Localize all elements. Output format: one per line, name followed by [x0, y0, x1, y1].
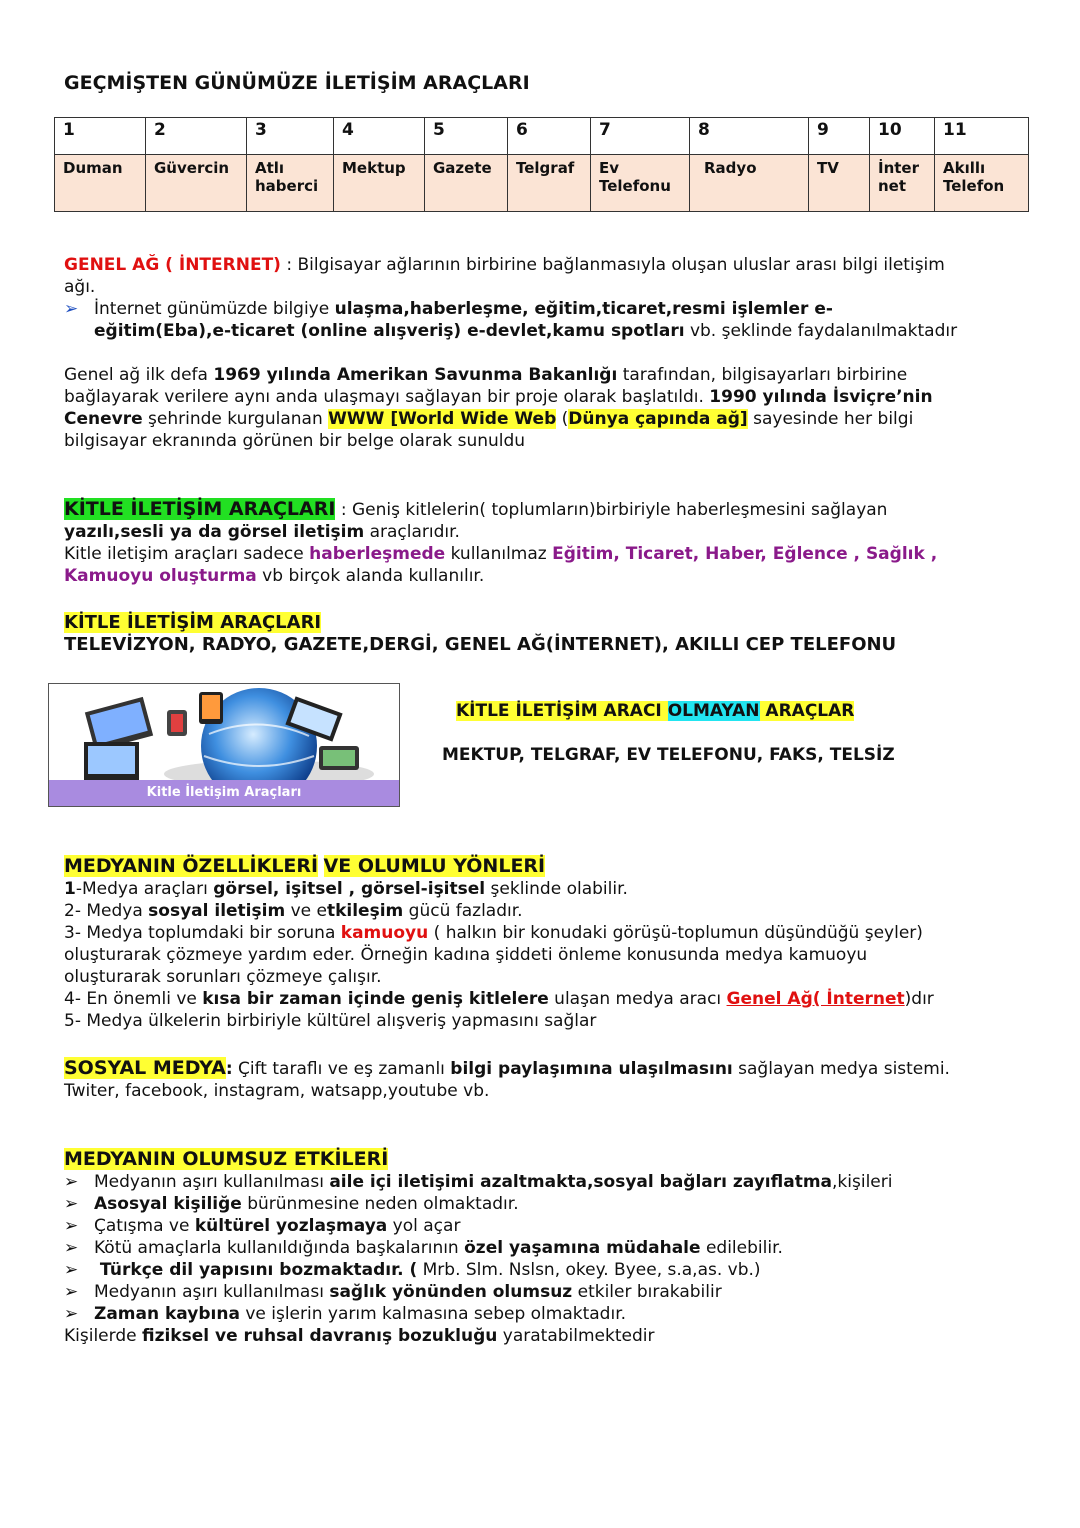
table-cell: 7: [591, 118, 690, 155]
genel-ag-definition: GENEL AĞ ( İNTERNET) : Bilgisayar ağlarının birbirine bağlanmasıyla oluşan uluslar arası bilgi iletişim ağı. ➢ İnternet günümüzde bilgiye ulaşma,haberleşme, eğitim,ticaret,resmi işlemler e- eğitim(Eba),e-ticaret (online alışveriş) e-devlet,kamu spotları vb. şeklinde faydalanılmaktadır: [64, 255, 958, 341]
sosyal-medya-term: SOSYAL MEDYA: [64, 1057, 226, 1079]
table-cell: Duman: [55, 155, 146, 212]
table-cell: 6: [508, 118, 591, 155]
medya-features: MEDYANIN ÖZELLİKLERİ VE OLUMLU YÖNLERİ 1-Medya araçları görsel, işitsel , görsel-işitsel şeklinde olabilir. 2- Medya sosyal iletişim ve etkileşim gücü fazladır. 3- Medya toplumdaki bir soruna kamuoyu ( halkın bir konudaki görüşü-toplumun düşündüğü şeyler) oluşturarak çözmeye yardım eder. Örneğin kadına şiddeti önleme konusunda medya kamuoyu oluşturarak sorunları çözmeye çalışır. 4- En önemli ve kısa bir zaman içinde geniş kitlelere ulaşan medya aracı Genel Ağ( İnternet)dır 5- Medya ülkelerin birbiriyle kültürel alışveriş yapmasını sağlar: [64, 855, 934, 1031]
table-cell: Akıllı Telefon: [935, 155, 1029, 212]
medya-negative-effects: MEDYANIN OLUMSUZ ETKİLERİ ➢ Medyanın aşırı kullanılması aile içi iletişimi azaltmakta,sosyal bağları zayıflatma,kişileri ➢ Asosyal kişiliğe bürünmesine neden olmaktadır. ➢ Çatışma ve kültürel yozlaşmaya yol açar ➢ Kötü amaçlarla kullanıldığında başkalarının özel yaşamına müdahale edilebilir. ➢ Türkçe dil yapısını bozmaktadır. ( Mrb. Slm. Nslsn, okey. Byee, s.a,as. vb.) ➢ Medyanın aşırı kullanılması sağlık yönünden olumsuz etkiler bırakabilir ➢ Zaman kaybına ve işlerin yarım kalmasına sebep olmaktadır. Kişilerde fiziksel ve ruhsal davranış bozukluğu yaratabilmektedir: [64, 1148, 893, 1346]
table-cell: 9: [809, 118, 870, 155]
table-cell: 5: [425, 118, 508, 155]
table-cell: Radyo: [690, 155, 809, 212]
sosyal-medya-definition: SOSYAL MEDYA: Çift taraflı ve eş zamanlı bilgi paylaşımına ulaşılmasını sağlayan medya sistemi. Twiter, facebook, instagram, watsapp,youtube vb.: [64, 1057, 950, 1101]
table-cell: Gazete: [425, 155, 508, 212]
table-cell: 1: [55, 118, 146, 155]
kitle-list: [64, 612, 896, 656]
bullet-arrow-icon: ➢: [64, 1194, 79, 1214]
table-cell: 4: [334, 118, 425, 155]
non-kitle-items: MEKTUP, TELGRAF, EV TELEFONU, FAKS, TELSİZ: [442, 745, 895, 765]
bullet-arrow-icon: ➢: [64, 1216, 79, 1236]
table-cell: Telgraf: [508, 155, 591, 212]
kitle-iletisim-definition: KİTLE İLETİŞİM ARAÇLARI : Geniş kitlelerin( toplumların)birbiriyle haberleşmesini sağlayan yazılı,sesli ya da görsel iletişim araçlarıdır. Kitle iletişim araçları sadece haberleşmede kullanılmaz Eğitim, Ticaret, Haber, Eğlence , Sağlık , Kamuoyu oluşturma vb birçok alanda kullanılır.: [64, 498, 938, 586]
table-cell: Güvercin: [146, 155, 247, 212]
bullet-arrow-icon: ➢: [64, 1304, 79, 1324]
genel-ag-term: GENEL AĞ ( İNTERNET): [64, 255, 281, 275]
table-cell: İnter net: [870, 155, 935, 212]
bullet-arrow-icon: ➢: [64, 1238, 79, 1258]
media-tools-image: [48, 683, 400, 807]
table-cell: 8: [690, 118, 809, 155]
medya-features-header: MEDYANIN ÖZELLİKLERİ: [64, 855, 319, 877]
table-row-numbers: [55, 118, 1029, 155]
kitle-list-items: TELEVİZYON, RADYO, GAZETE,DERGİ, GENEL AĞ(İNTERNET), AKILLI CEP TELEFONU: [64, 634, 897, 655]
table-cell: Mektup: [334, 155, 425, 212]
bullet-arrow-icon: ➢: [64, 1282, 79, 1302]
genel-ag-link[interactable]: Genel Ağ( İnternet: [726, 989, 905, 1009]
table-cell: 10: [870, 118, 935, 155]
kitle-list-header: KİTLE İLETİŞİM ARAÇLARI: [64, 612, 322, 633]
table-row-names: [55, 155, 1029, 212]
page-title: GEÇMİŞTEN GÜNÜMÜZE İLETİŞİM ARAÇLARI: [64, 72, 530, 94]
table-cell: 2: [146, 118, 247, 155]
bullet-arrow-icon: ➢: [64, 1172, 79, 1192]
non-kitle-header: KİTLE İLETİŞİM ARACI OLMAYAN ARAÇLAR: [456, 701, 855, 721]
table-cell: 11: [935, 118, 1029, 155]
kitle-term: KİTLE İLETİŞİM ARAÇLARI: [64, 498, 336, 520]
communication-tools-table: [54, 117, 1029, 212]
bullet-arrow-icon: ➢: [64, 1260, 79, 1280]
image-caption: Kitle İletişim Araçları: [49, 780, 399, 806]
table-cell: Atlı haberci: [247, 155, 334, 212]
bullet-arrow-icon: ➢: [64, 299, 79, 319]
table-cell: Ev Telefonu: [591, 155, 690, 212]
table-cell: TV: [809, 155, 870, 212]
negative-effects-header: MEDYANIN OLUMSUZ ETKİLERİ: [64, 1148, 389, 1170]
table-cell: 3: [247, 118, 334, 155]
internet-history: Genel ağ ilk defa 1969 yılında Amerikan Savunma Bakanlığı tarafından, bilgisayarları birbirine bağlayarak verilere aynı anda ulaşmayı sağlayan bir proje olarak başlatıldı. 1990 yılında İsviçre’nin Cenevre şehrinde kurgulanan WWW [World Wide Web (Dünya çapında ağ] sayesinde her bilgi bilgisayar ekranında görünen bir belge olarak sunuldu: [64, 365, 933, 451]
